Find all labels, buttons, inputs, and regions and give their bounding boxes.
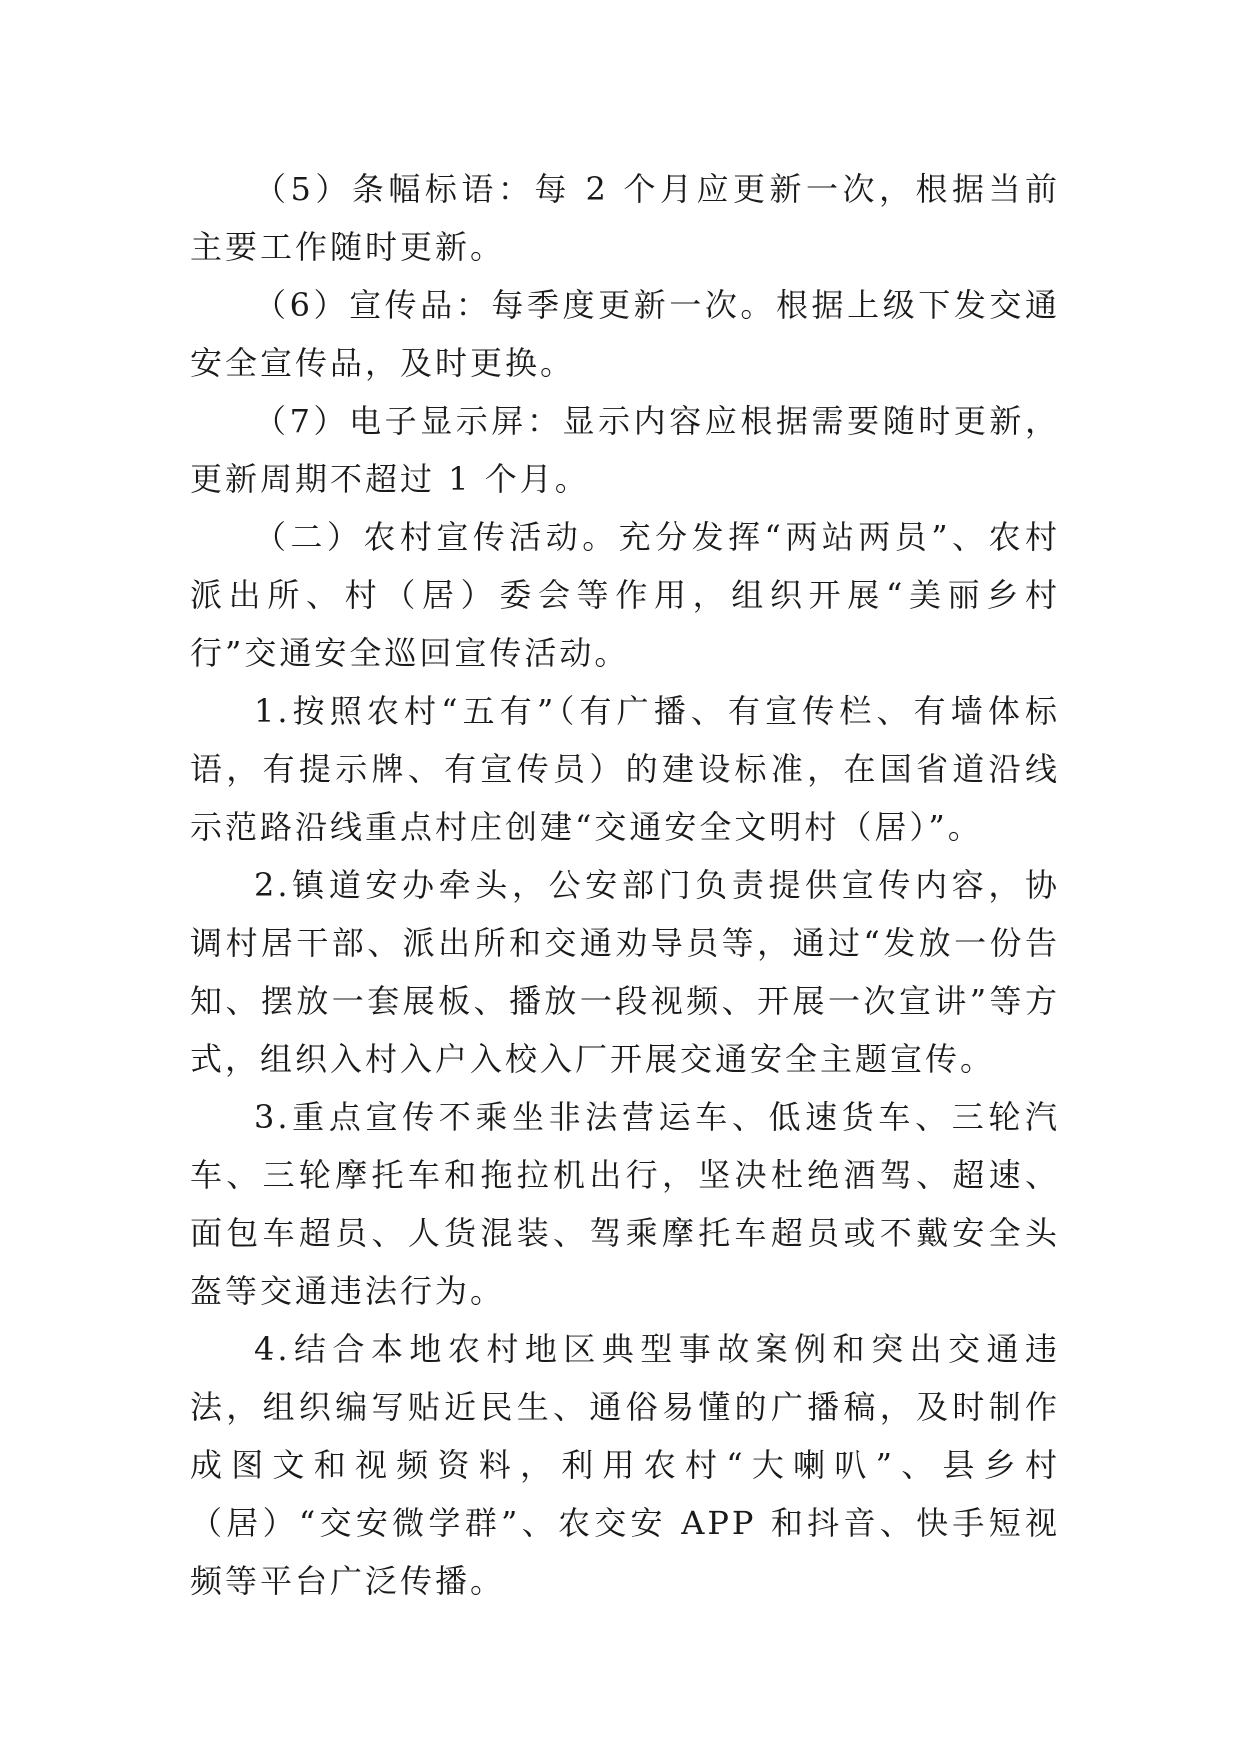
document-body (190, 160, 1060, 1610)
paragraph-rural-campaign-heading: （二）农村宣传活动。充分发挥“两站两员”、农村派出所、村（居）委会等作用，组织开展“美丽乡村行”交通安全巡回宣传活动。 (190, 518, 1060, 672)
paragraph-item-4: 4.结合本地农村地区典型事故案例和突出交通违法，组织编写贴近民生、通俗易懂的广播稿，及时制作成图文和视频资料，利用农村“大喇叭”、县乡村（居）“交安微学群”、农交安 APP 和抖音、快手短视频等平台广泛传播。 (190, 1330, 1060, 1600)
paragraph-item-2: 2.镇道安办牵头，公安部门负责提供宣传内容，协调村居干部、派出所和交通劝导员等，通过“发放一份告知、摆放一套展板、播放一段视频、开展一次宣讲”等方式，组织入村入户入校入厂开展交通安全主题宣传。 (190, 866, 1060, 1078)
paragraph-electronic-display: （7）电子显示屏：显示内容应根据需要随时更新，更新周期不超过 1 个月。 (190, 402, 1060, 498)
paragraph-item-3: 3.重点宣传不乘坐非法营运车、低速货车、三轮汽车、三轮摩托车和拖拉机出行，坚决杜绝酒驾、超速、面包车超员、人货混装、驾乘摩托车超员或不戴安全头盔等交通违法行为。 (190, 1098, 1060, 1310)
paragraph-promo-items: （6）宣传品：每季度更新一次。根据上级下发交通安全宣传品，及时更换。 (190, 286, 1060, 382)
paragraph-banner-slogans: （5）条幅标语：每 2 个月应更新一次，根据当前主要工作随时更新。 (190, 170, 1060, 266)
paragraph-item-1: 1.按照农村“五有”（有广播、有宣传栏、有墙体标语，有提示牌、有宣传员）的建设标准，在国省道沿线示范路沿线重点村庄创建“交通安全文明村（居）”。 (190, 692, 1060, 846)
